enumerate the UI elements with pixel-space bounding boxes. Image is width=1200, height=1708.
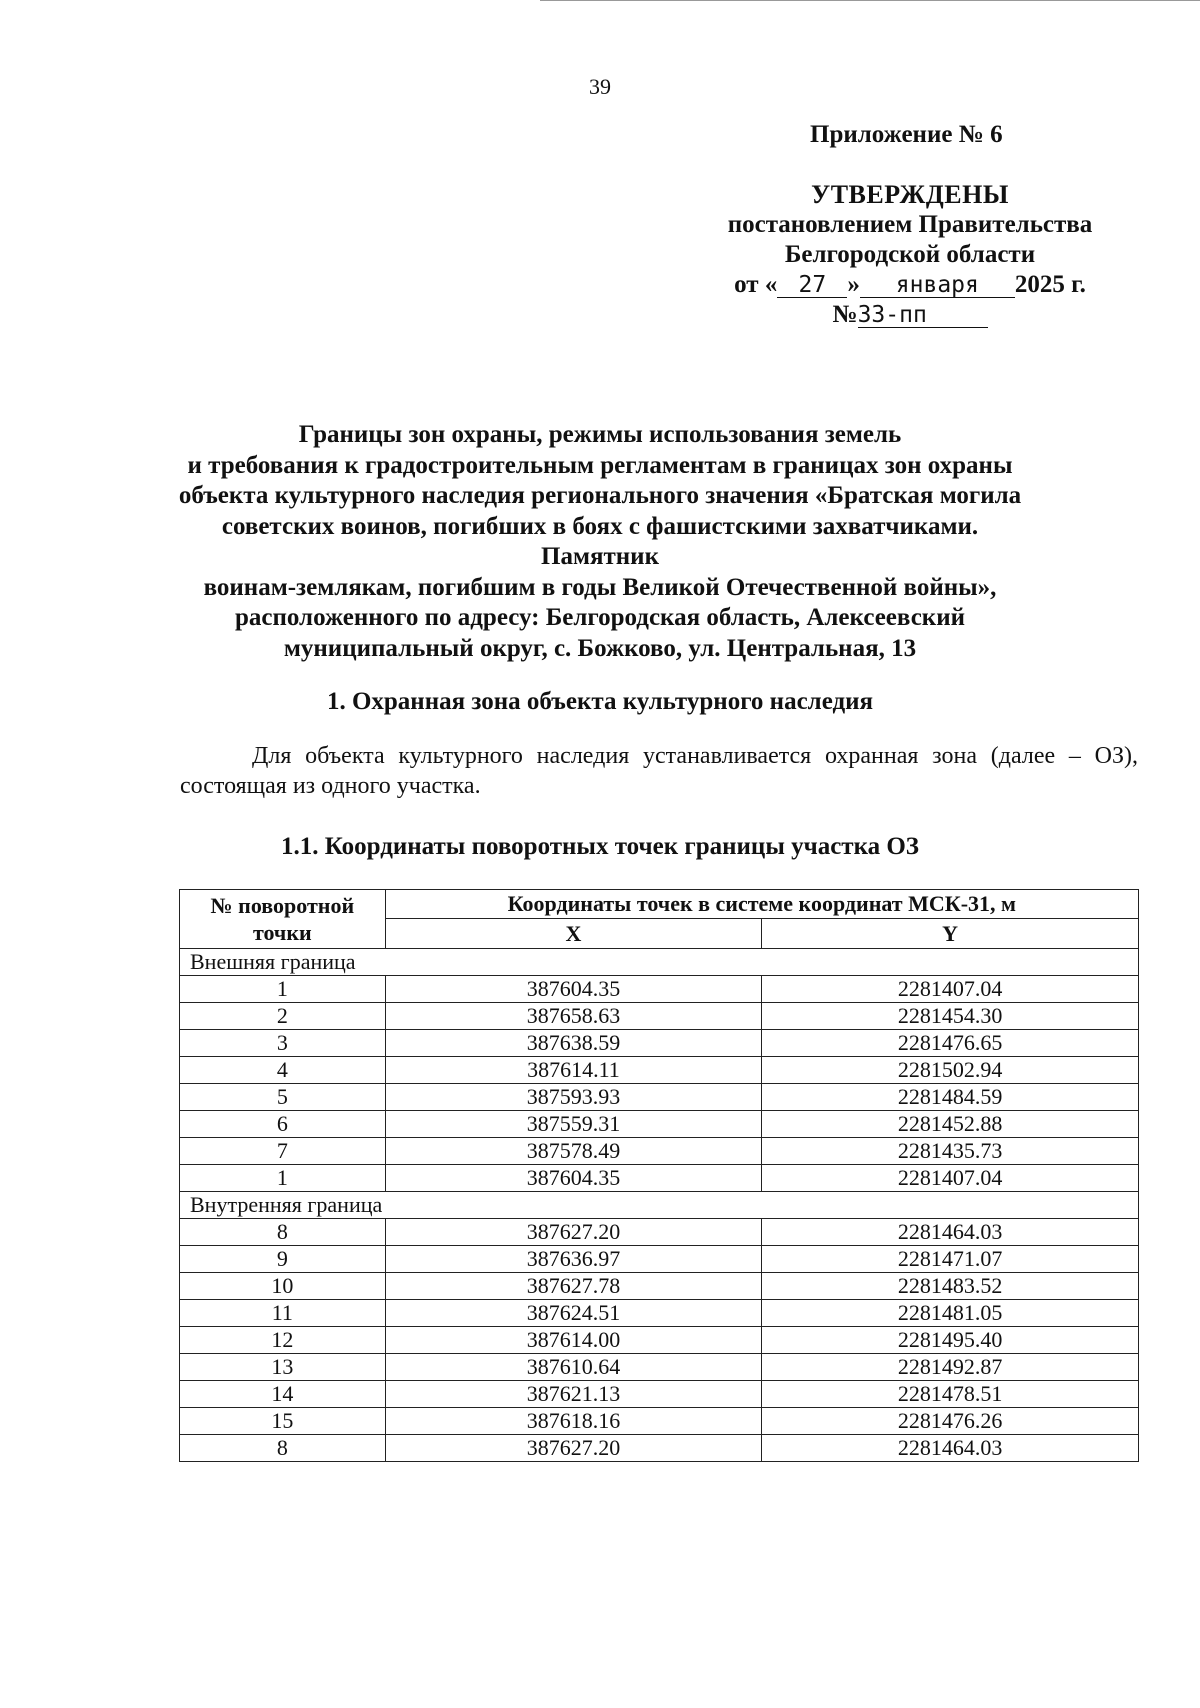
main-title-line: Границы зон охраны, режимы использования земель (298, 421, 902, 448)
table-row (180, 1138, 1139, 1165)
y-coordinate-cell: 2281481.05 (762, 1300, 1139, 1327)
page-number: 39 (589, 74, 611, 99)
main-title-line: воинам-землякам, погибшим в годы Великой Отечественной войны», (203, 573, 997, 601)
table-body (180, 949, 1139, 1462)
point-number-cell: 1 (180, 976, 386, 1003)
x-coordinate-cell: 387621.13 (385, 1381, 762, 1408)
table-header-row (180, 890, 1139, 919)
y-coordinate-cell: 2281471.07 (762, 1246, 1139, 1273)
top-edge-rule (540, 0, 1200, 1)
subsection-1-1-heading: 1.1. Координаты поворотных точек границы участка ОЗ (281, 833, 919, 860)
table-group-row (180, 949, 1139, 976)
table-row (180, 1246, 1139, 1273)
header-y: Y (762, 918, 1139, 948)
y-coordinate-cell: 2281464.03 (762, 1219, 1139, 1246)
group-label: Внутренняя граница (180, 1192, 1139, 1219)
decree-number: 33-пп (858, 303, 988, 328)
y-coordinate-cell: 2281454.30 (762, 1003, 1139, 1030)
number-prefix: № (832, 301, 858, 328)
y-coordinate-cell: 2281478.51 (762, 1381, 1139, 1408)
approved-heading: УТВЕРЖДЕНЫ (811, 180, 1009, 209)
x-coordinate-cell: 387604.35 (385, 976, 762, 1003)
x-coordinate-cell: 387604.35 (385, 1165, 762, 1192)
point-number-cell: 7 (180, 1138, 386, 1165)
approval-line-1: постановлением Правительства (727, 211, 1093, 238)
x-coordinate-cell: 387559.31 (385, 1111, 762, 1138)
approval-block (700, 180, 1120, 330)
approval-number-line (700, 300, 1120, 330)
table-row (180, 1381, 1139, 1408)
y-coordinate-cell: 2281476.26 (762, 1408, 1139, 1435)
x-coordinate-cell: 387610.64 (385, 1354, 762, 1381)
point-number-cell: 15 (180, 1408, 386, 1435)
y-coordinate-cell: 2281483.52 (762, 1273, 1139, 1300)
table-row (180, 976, 1139, 1003)
point-number-cell: 11 (180, 1300, 386, 1327)
main-title (160, 420, 1040, 664)
point-number-cell: 2 (180, 1003, 386, 1030)
main-title-line: объекта культурного наследия регионального значения «Братская могила (178, 482, 1022, 509)
point-number-cell: 14 (180, 1381, 386, 1408)
coordinates-table (179, 889, 1139, 1462)
date-month: января (860, 273, 1015, 298)
y-coordinate-cell: 2281495.40 (762, 1327, 1139, 1354)
table-row (180, 1327, 1139, 1354)
table-row (180, 1111, 1139, 1138)
table-row (180, 1408, 1139, 1435)
date-day-close: » (847, 271, 860, 298)
date-year: 2025 г. (1014, 271, 1086, 298)
y-coordinate-cell: 2281484.59 (762, 1084, 1139, 1111)
point-number-cell: 4 (180, 1057, 386, 1084)
date-prefix: от « (734, 271, 778, 298)
y-coordinate-cell: 2281407.04 (762, 976, 1139, 1003)
point-number-cell: 3 (180, 1030, 386, 1057)
header-point-number: № поворотной точки (180, 890, 386, 949)
y-coordinate-cell: 2281464.03 (762, 1435, 1139, 1462)
point-number-cell: 10 (180, 1273, 386, 1300)
y-coordinate-cell: 2281435.73 (762, 1138, 1139, 1165)
x-coordinate-cell: 387627.20 (385, 1219, 762, 1246)
x-coordinate-cell: 387614.11 (385, 1057, 762, 1084)
main-title-line: расположенного по адресу: Белгородская область, Алексеевский (234, 604, 966, 631)
y-coordinate-cell: 2281452.88 (762, 1111, 1139, 1138)
appendix-title: Приложение № 6 (810, 121, 1003, 148)
point-number-cell: 6 (180, 1111, 386, 1138)
table-row (180, 1435, 1139, 1462)
point-number-cell: 13 (180, 1354, 386, 1381)
header-x: X (385, 918, 762, 948)
table-row (180, 1057, 1139, 1084)
table-group-row (180, 1192, 1139, 1219)
table-header (180, 890, 1139, 949)
y-coordinate-cell: 2281502.94 (762, 1057, 1139, 1084)
table-row (180, 1003, 1139, 1030)
point-number-cell: 9 (180, 1246, 386, 1273)
x-coordinate-cell: 387627.78 (385, 1273, 762, 1300)
approval-line-2: Белгородской области (784, 241, 1036, 268)
x-coordinate-cell: 387614.00 (385, 1327, 762, 1354)
y-coordinate-cell: 2281407.04 (762, 1165, 1139, 1192)
point-number-cell: 5 (180, 1084, 386, 1111)
point-number-cell: 12 (180, 1327, 386, 1354)
section-1-heading: 1. Охранная зона объекта культурного наследия (326, 688, 874, 715)
point-number-cell: 8 (180, 1219, 386, 1246)
x-coordinate-cell: 387618.16 (385, 1408, 762, 1435)
point-number-cell: 8 (180, 1435, 386, 1462)
x-coordinate-cell: 387638.59 (385, 1030, 762, 1057)
group-label: Внешняя граница (180, 949, 1139, 976)
table-row (180, 1084, 1139, 1111)
header-coordinates: Координаты точек в системе координат МСК-31, м (385, 890, 1138, 919)
y-coordinate-cell: 2281476.65 (762, 1030, 1139, 1057)
x-coordinate-cell: 387636.97 (385, 1246, 762, 1273)
x-coordinate-cell: 387624.51 (385, 1300, 762, 1327)
point-number-cell: 1 (180, 1165, 386, 1192)
x-coordinate-cell: 387578.49 (385, 1138, 762, 1165)
x-coordinate-cell: 387627.20 (385, 1435, 762, 1462)
table-row (180, 1300, 1139, 1327)
x-coordinate-cell: 387593.93 (385, 1084, 762, 1111)
table-row (180, 1165, 1139, 1192)
table-row (180, 1273, 1139, 1300)
main-title-line: муниципальный округ, с. Божково, ул. Центральная, 13 (283, 634, 917, 662)
main-title-line: и требования к градостроительным регламентам в границах зон охраны (187, 451, 1013, 479)
table-row (180, 1354, 1139, 1381)
section-1-paragraph: Для объекта культурного наследия устанавливается охранная зона (далее – ОЗ), состоящая из одного участка. (180, 743, 1138, 799)
x-coordinate-cell: 387658.63 (385, 1003, 762, 1030)
main-title-line: советских воинов, погибших в боях с фашистскими захватчиками. Памятник (221, 512, 979, 570)
y-coordinate-cell: 2281492.87 (762, 1354, 1139, 1381)
date-day: 27 (777, 273, 847, 298)
table-row (180, 1030, 1139, 1057)
approval-date-line (700, 270, 1120, 300)
table-row (180, 1219, 1139, 1246)
